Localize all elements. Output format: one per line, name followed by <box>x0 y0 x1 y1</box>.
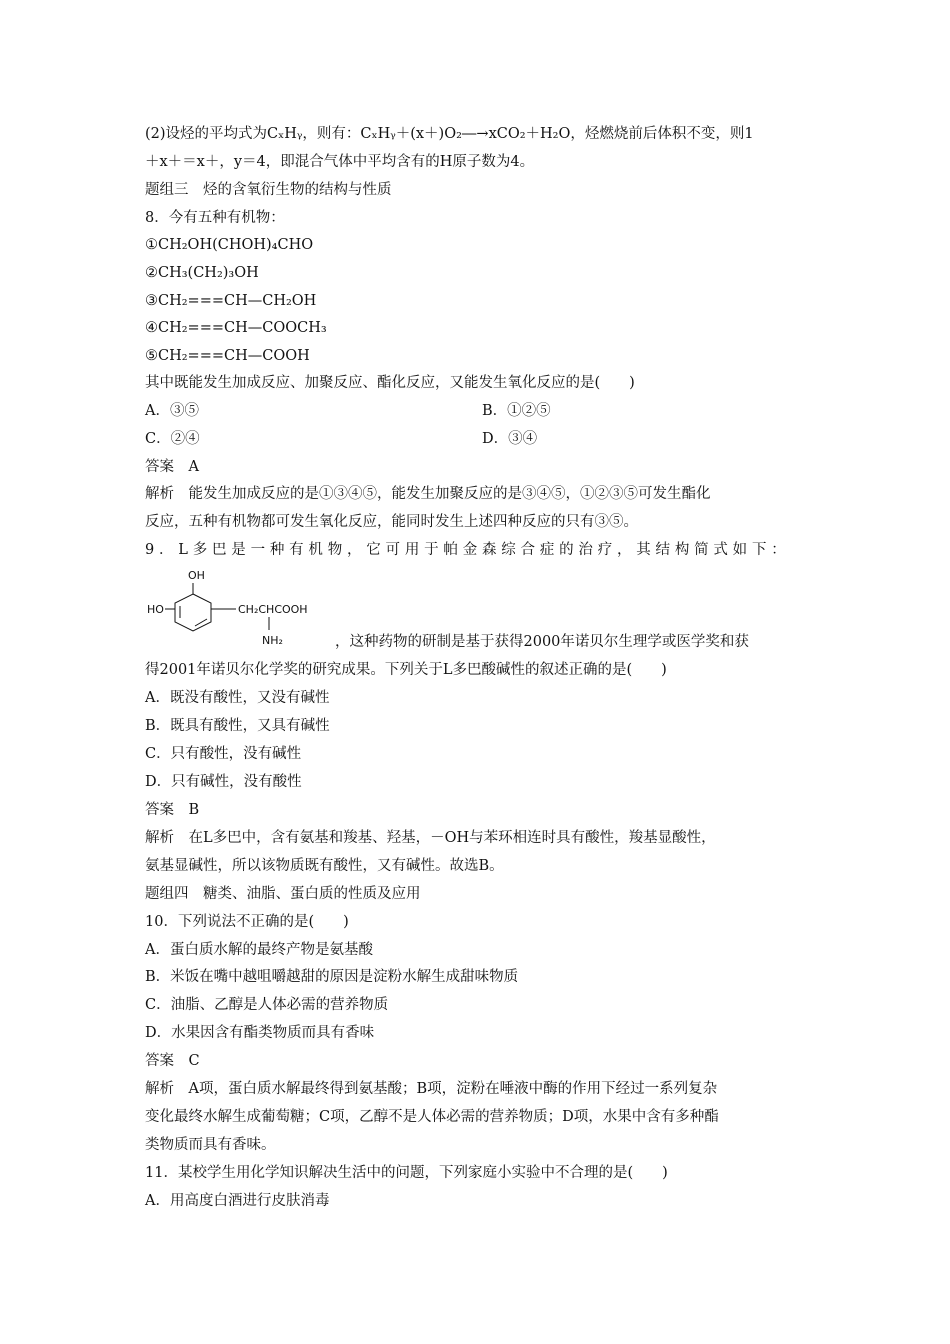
compound-line: ①CH₂OH(CHOH)₄CHO <box>145 237 314 253</box>
compound-line: ③CH₂===CH—CH₂OH <box>145 293 317 309</box>
ho-left-label: HO <box>147 603 164 616</box>
option-d: D．只有碱性，没有酸性 <box>145 774 302 790</box>
oh-top-label: OH <box>188 569 205 582</box>
text-line: (2)设烃的平均式为CₓHᵧ，则有：CₓHᵧ＋(x＋)O₂―→xCO₂＋H₂O，烃燃烧前后体积不变，则1 <box>145 126 754 142</box>
analysis-line: 解析 能发生加成反应的是①③④⑤，能发生加聚反应的是③④⑤，①②③⑤可发生酯化 <box>145 486 711 502</box>
side-chain-label: CH₂CHCOOH <box>238 603 308 616</box>
option-row <box>145 400 810 422</box>
option-b: B．米饭在嘴中越咀嚼越甜的原因是淀粉水解生成甜味物质 <box>145 969 519 985</box>
answer-line: 答案 B <box>145 802 200 818</box>
compound-line: ④CH₂===CH—COOCH₃ <box>145 320 327 336</box>
answer-line: 答案 C <box>145 1053 200 1069</box>
section-heading: 题组四 糖类、油脂、蛋白质的性质及应用 <box>145 886 421 902</box>
analysis-line: 解析 在L多巴中，含有氨基和羧基、羟基，－OH与苯环相连时具有酸性，羧基显酸性， <box>145 830 716 846</box>
question-stem: 8．今有五种有机物： <box>145 210 285 226</box>
option-a: A．③⑤ <box>145 403 199 419</box>
option-b: B．①②⑤ <box>482 403 551 419</box>
analysis-line: 类物质而具有香味。 <box>145 1137 276 1153</box>
answer-line: 答案 A <box>145 459 199 475</box>
text-line: ＋x＋＝x＋，y＝4，即混合气体中平均含有的H原子数为4。 <box>145 154 535 170</box>
option-a: A．蛋白质水解的最终产物是氨基酸 <box>145 942 373 958</box>
compound-line: ⑤CH₂===CH—COOH <box>145 348 310 364</box>
question-stem: 11．某校学生用化学知识解决生活中的问题，下列家庭小实验中不合理的是( ) <box>145 1165 668 1181</box>
compound-line: ②CH₃(CH₂)₃OH <box>145 265 259 281</box>
option-b: B．既具有酸性，又具有碱性 <box>145 718 330 734</box>
option-d: D．水果因含有酯类物质而具有香味 <box>145 1025 375 1041</box>
question-stem: 10．下列说法不正确的是( ) <box>145 914 349 930</box>
l-dopa-structure-diagram <box>145 566 335 648</box>
analysis-line: 解析 A项，蛋白质水解最终得到氨基酸；B项，淀粉在唾液中酶的作用下经过一系列复杂 <box>145 1081 718 1097</box>
option-c: C．②④ <box>145 431 200 447</box>
option-a: A．既没有酸性，又没有碱性 <box>145 690 330 706</box>
section-heading: 题组三 烃的含氧衍生物的结构与性质 <box>145 182 392 198</box>
option-c: C．只有酸性，没有碱性 <box>145 746 302 762</box>
nh2-label: NH₂ <box>262 634 283 647</box>
question-stem: 9．L多巴是一种有机物，它可用于帕金森综合症的治疗，其结构简式如下： <box>145 542 791 558</box>
question-prompt: 其中既能发生加成反应、加聚反应、酯化反应，又能发生氧化反应的是( ) <box>145 375 635 391</box>
analysis-line: 氨基显碱性，所以该物质既有酸性，又有碱性。故选B。 <box>145 858 504 874</box>
analysis-line: 反应，五种有机物都可发生氧化反应，能同时发生上述四种反应的只有③⑤。 <box>145 514 638 530</box>
analysis-line: 变化最终水解生成葡萄糖；C项，乙醇不是人体必需的营养物质；D项，水果中含有多种酯 <box>145 1109 719 1125</box>
text-line: ，这种药物的研制是基于获得2000年诺贝尔生理学或医学奖和获 <box>335 634 749 650</box>
option-a: A．用高度白酒进行皮肤消毒 <box>145 1193 330 1209</box>
text-line: 得2001年诺贝尔化学奖的研究成果。下列关于L多巴酸碱性的叙述正确的是( ) <box>145 662 667 678</box>
option-row <box>145 428 810 450</box>
option-c: C．油脂、乙醇是人体必需的营养物质 <box>145 997 389 1013</box>
option-d: D．③④ <box>482 431 538 447</box>
